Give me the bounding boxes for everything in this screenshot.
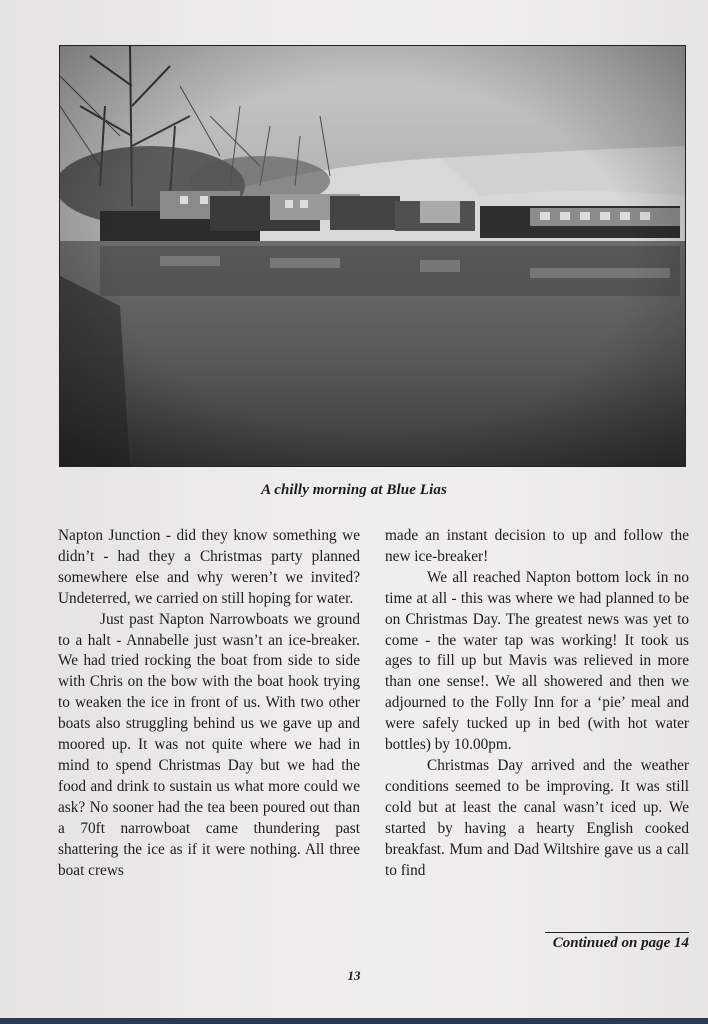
paragraph: We all reached Napton bottom lock in no time at all - this was where we had planned to be on Christmas Day. The greatest news was yet to come - the water tap was working! It took us ages to fill up but Mavis was relieved in more than one sense!. We all showered and then we adjourned to the Folly Inn for a ‘pie’ meal and were safely tucked up in bed (with hot water bottles) by 10.00pm. [385,568,689,754]
page-number: 13 [347,968,361,983]
article-column-right [385,526,689,881]
canal-narrowboats-photo [59,45,686,467]
article-column-left [58,526,360,881]
paragraph: Just past Napton Narrowboats we ground to a halt - Annabelle just wasn’t an ice-breaker. We had tried rocking the boat from side to side with Chris on the bow with the boat hook trying to weaken the ice in front of us. With two other boats also struggling behind us we gave up and moored up. It was not quite where we had in mind to spend Christmas Day but we had the food and drink to sustain us what more could we ask? No sooner had the tea been poured out than a 70ft narrowboat came thundering past shattering the ice as if it were nothing. All three boat crews [58,610,360,879]
paragraph: Christmas Day arrived and the weather conditions seemed to be improving. It was still cold but at least the canal wasn’t iced up. We started by having a hearty English cooked breakfast. Mum and Dad Wiltshire gave us a call to find [385,756,689,879]
page-edge [0,1018,708,1024]
paragraph: made an instant decision to up and follow the new ice-breaker! [385,527,689,565]
continued-note: Continued on page 14 [545,932,689,952]
photo-caption: A chilly morning at Blue Lias [261,482,447,498]
paragraph: Napton Junction - did they know something we didn’t - had they a Christmas party planned somewhere else and why weren’t we invited? Undeterred, we carried on still hoping for water. [58,527,360,607]
photo-image [60,46,686,467]
